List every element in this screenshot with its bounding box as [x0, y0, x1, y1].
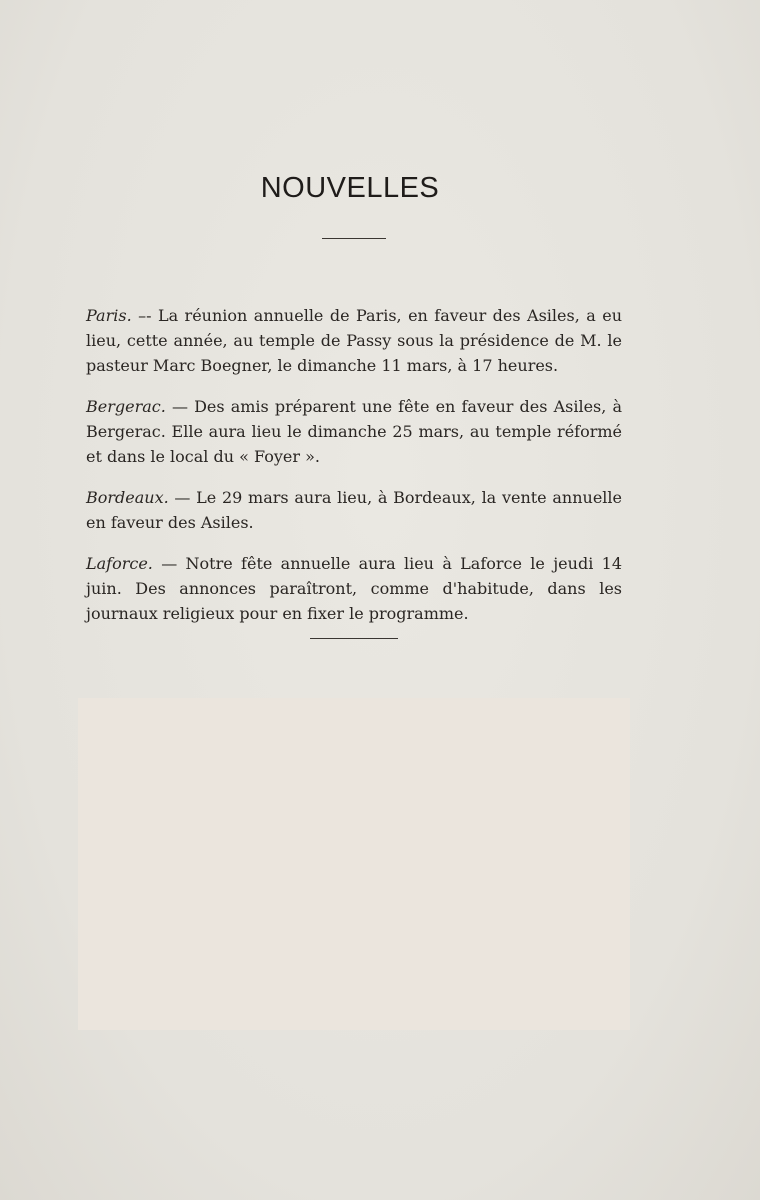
entry-place: Bergerac. [86, 397, 166, 416]
entry-place: Laforce. [86, 554, 153, 573]
entry-text: — Notre fête annuelle aura lieu à Laforce le jeudi 14 juin. Des annonces paraîtront, comme d'habitude, dans les journaux religieux pour en fixer le programme. [86, 554, 622, 623]
news-list [86, 287, 622, 639]
entry-place: Bordeaux. [86, 488, 169, 507]
entry-text: –- La réunion annuelle de Paris, en faveur des Asiles, a eu lieu, cette année, au temple de Passy sous la présidence de M. le pasteur Marc Boegner, le dimanche 11 mars, à 17 heures. [86, 306, 622, 375]
entry-text: — Le 29 mars aura lieu, à Bordeaux, la vente annuelle en faveur des Asiles. [86, 488, 622, 532]
news-entry-paris [86, 303, 622, 378]
entry-place: Paris. [86, 306, 132, 325]
news-entry-bordeaux [86, 485, 622, 535]
section-end-divider [310, 638, 398, 639]
entry-text: — Des amis préparent une fête en faveur des Asiles, à Bergerac. Elle aura lieu le dimanche 25 mars, au temple réformé et dans le local du « Foyer ». [86, 397, 622, 466]
title-divider [322, 238, 386, 239]
news-entry-laforce [86, 551, 622, 626]
page-title: NOUVELLES [260, 172, 440, 204]
news-entry-bergerac [86, 394, 622, 469]
blank-image-area [78, 698, 630, 1030]
